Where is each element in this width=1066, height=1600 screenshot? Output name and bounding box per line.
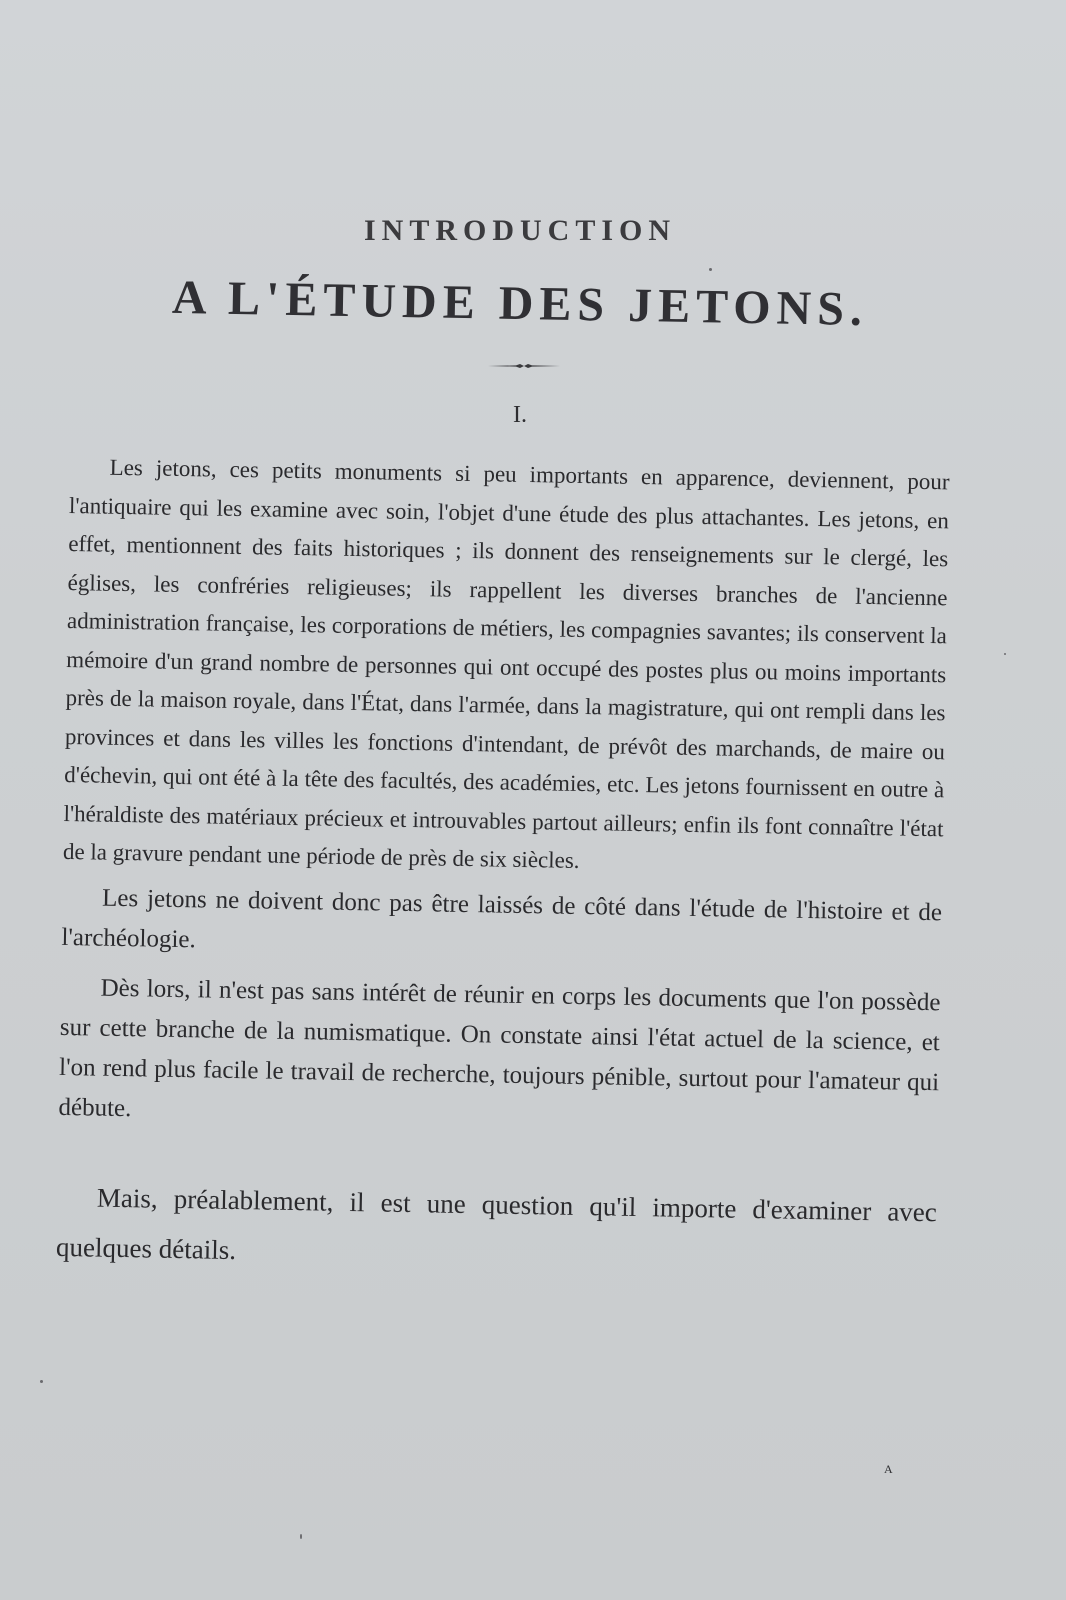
signature-mark: A: [884, 1462, 893, 1476]
title-introduction: INTRODUCTION: [363, 214, 677, 247]
paragraph-4: Mais, préalablement, il est une question qu'il importe d'examiner avec quelques détails.: [55, 1182, 938, 1265]
paper-speck: [1004, 653, 1006, 655]
ornament-rule-icon: [488, 362, 560, 370]
section-number: I.: [513, 402, 527, 428]
paragraph-2: Les jetons ne doivent donc pas être laissés de côté dans l'étude de l'histoire et de l'archéologie.: [61, 884, 943, 953]
body-text: [55, 448, 949, 1297]
paper-speck: [40, 1380, 43, 1383]
paper-speck: [709, 268, 712, 271]
paragraph-3: Dès lors, il n'est pas sans intérêt de réunir en corps les documents que l'on possède sur cette branche de la numismatique. On constate ainsi l'état actuel de la science, et l'on rend plus facile le travail de recherche, toujours pénible, surtout pour l'amateur qui débute.: [58, 974, 941, 1122]
title-main: A L'ÉTUDE DES JETONS.: [171, 270, 869, 337]
paper-speck: [300, 1534, 302, 1539]
paragraph-1: Les jetons, ces petits monuments si peu importants en apparence, deviennent, pour l'antiquaire qui les examine avec soin, l'objet d'une étude des plus attachantes. Les jetons, en effet, mentionnent des faits historiques ; ils donnent des renseignements sur le clergé, les églises, les confréries religieuses; ils rappellent les diverses branches de l'ancienne administration française, les corporations de métiers, les compagnies savantes; ils conservent la mémoire d'un grand nombre de personnes qui ont occupé des postes plus ou moins importants près de la maison royale, dans l'État, dans l'armée, dans la magistrature, qui ont rempli dans les provinces et dans les villes les fonctions d'intendant, de prévôt des marchands, de maire ou d'échevin, qui ont été à la tête des facultés, des académies, etc. Les jetons fournissent en outre à l'héraldiste des matériaux précieux et introuvables partout ailleurs; enfin ils font connaître l'état de la gravure pendant une période de près de six siècles.: [62, 454, 950, 873]
